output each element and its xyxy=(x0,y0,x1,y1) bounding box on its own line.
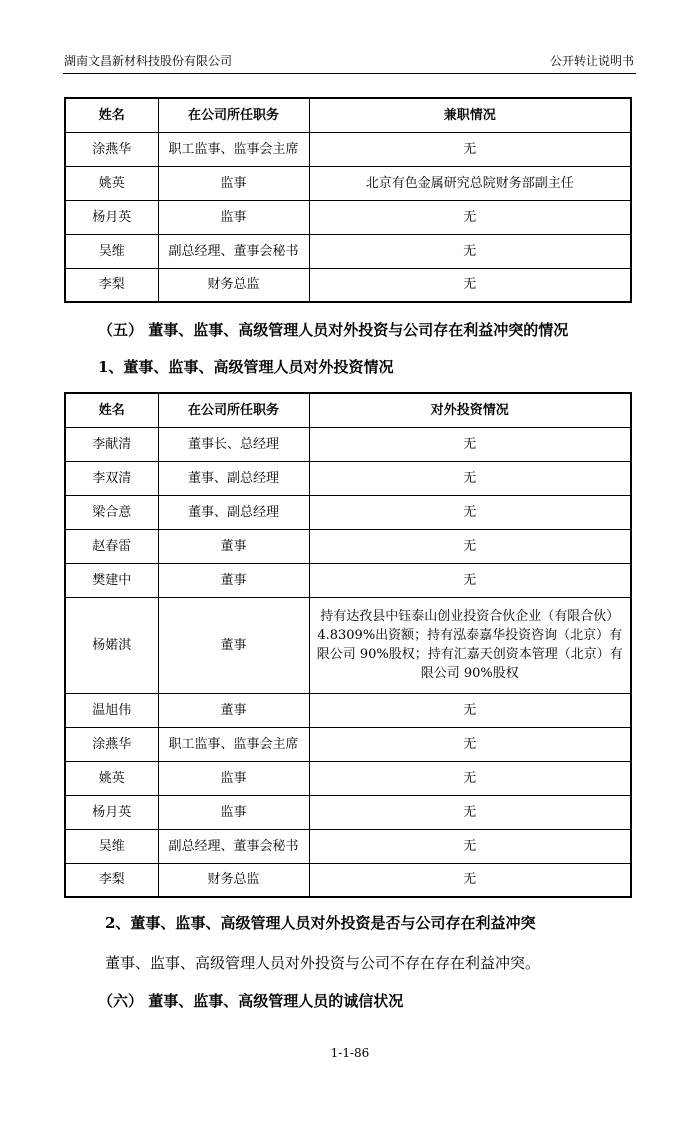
name-cell: 杨月英 xyxy=(65,200,158,234)
name-cell: 李梨 xyxy=(65,268,158,302)
position-cell: 职工监事、监事会主席 xyxy=(158,727,309,761)
name-cell: 李双清 xyxy=(65,461,158,495)
detail-cell: 无 xyxy=(309,863,631,897)
detail-cell: 无 xyxy=(309,693,631,727)
position-cell: 财务总监 xyxy=(158,268,309,302)
table-row xyxy=(65,829,631,863)
table-header-row xyxy=(65,393,631,427)
table-row xyxy=(65,795,631,829)
table-row xyxy=(65,693,631,727)
position-cell: 监事 xyxy=(158,200,309,234)
subsection-1-title: 1、董事、监事、高级管理人员对外投资情况 xyxy=(98,358,394,376)
subsection-2-title: 2、董事、监事、高级管理人员对外投资是否与公司存在利益冲突 xyxy=(105,914,536,932)
name-cell: 吴维 xyxy=(65,829,158,863)
table-row xyxy=(65,563,631,597)
table-row xyxy=(65,461,631,495)
section-6-title: （六） 董事、监事、高级管理人员的诚信状况 xyxy=(98,992,404,1010)
name-cell: 李献清 xyxy=(65,427,158,461)
position-cell: 董事 xyxy=(158,563,309,597)
detail-cell: 无 xyxy=(309,461,631,495)
table-row xyxy=(65,761,631,795)
name-cell: 吴维 xyxy=(65,234,158,268)
table-header-row xyxy=(65,98,631,132)
position-cell: 财务总监 xyxy=(158,863,309,897)
column-header: 对外投资情况 xyxy=(309,393,631,427)
column-header: 在公司所任职务 xyxy=(158,393,309,427)
table-row xyxy=(65,268,631,302)
name-cell: 涂燕华 xyxy=(65,727,158,761)
table-row xyxy=(65,495,631,529)
position-cell: 董事、副总经理 xyxy=(158,495,309,529)
column-header: 在公司所任职务 xyxy=(158,98,309,132)
position-cell: 董事、副总经理 xyxy=(158,461,309,495)
position-cell: 副总经理、董事会秘书 xyxy=(158,829,309,863)
section-5-title: （五） 董事、监事、高级管理人员对外投资与公司存在利益冲突的情况 xyxy=(98,321,569,339)
position-cell: 监事 xyxy=(158,166,309,200)
position-cell: 董事 xyxy=(158,597,309,693)
detail-cell: 无 xyxy=(309,761,631,795)
name-cell: 李梨 xyxy=(65,863,158,897)
detail-cell: 无 xyxy=(309,200,631,234)
detail-cell: 无 xyxy=(309,268,631,302)
detail-cell: 无 xyxy=(309,727,631,761)
table-row xyxy=(65,863,631,897)
page-number: 1-1-86 xyxy=(330,1046,370,1060)
table-row xyxy=(65,132,631,166)
detail-cell: 无 xyxy=(309,795,631,829)
name-cell: 梁合意 xyxy=(65,495,158,529)
subsection-2-text: 董事、监事、高级管理人员对外投资与公司不存在存在利益冲突。 xyxy=(105,954,541,972)
detail-cell: 无 xyxy=(309,529,631,563)
name-cell: 温旭伟 xyxy=(65,693,158,727)
position-cell: 监事 xyxy=(158,761,309,795)
position-cell: 职工监事、监事会主席 xyxy=(158,132,309,166)
table-row xyxy=(65,166,631,200)
header-doc-type: 公开转让说明书 xyxy=(549,54,634,68)
table-row xyxy=(65,597,631,693)
name-cell: 杨月英 xyxy=(65,795,158,829)
header-company: 湖南文昌新材科技股份有限公司 xyxy=(64,54,233,68)
table-row xyxy=(65,200,631,234)
header-rule xyxy=(63,73,636,74)
detail-cell: 北京有色金属研究总院财务部副主任 xyxy=(309,166,631,200)
column-header: 姓名 xyxy=(65,393,158,427)
detail-cell: 无 xyxy=(309,829,631,863)
table-row xyxy=(65,529,631,563)
position-cell: 董事 xyxy=(158,693,309,727)
name-cell: 姚英 xyxy=(65,761,158,795)
name-cell: 樊建中 xyxy=(65,563,158,597)
column-header: 兼职情况 xyxy=(309,98,631,132)
position-cell: 监事 xyxy=(158,795,309,829)
name-cell: 赵春雷 xyxy=(65,529,158,563)
position-cell: 董事长、总经理 xyxy=(158,427,309,461)
position-cell: 副总经理、董事会秘书 xyxy=(158,234,309,268)
column-header: 姓名 xyxy=(65,98,158,132)
detail-cell: 持有达孜县中钰泰山创业投资合伙企业（有限合伙）4.8309%出资额；持有泓泰嘉华投资咨询（北京）有限公司 90%股权；持有汇嘉天创资本管理（北京）有限公司 90%股权 xyxy=(309,597,631,693)
external-investment-table xyxy=(64,392,632,898)
table-row xyxy=(65,427,631,461)
detail-cell: 无 xyxy=(309,132,631,166)
detail-cell: 无 xyxy=(309,495,631,529)
table-row xyxy=(65,727,631,761)
detail-cell: 无 xyxy=(309,234,631,268)
detail-cell: 无 xyxy=(309,427,631,461)
name-cell: 涂燕华 xyxy=(65,132,158,166)
concurrent-positions-table xyxy=(64,97,632,303)
position-cell: 董事 xyxy=(158,529,309,563)
name-cell: 姚英 xyxy=(65,166,158,200)
detail-cell: 无 xyxy=(309,563,631,597)
table-row xyxy=(65,234,631,268)
name-cell: 杨婼淇 xyxy=(65,597,158,693)
